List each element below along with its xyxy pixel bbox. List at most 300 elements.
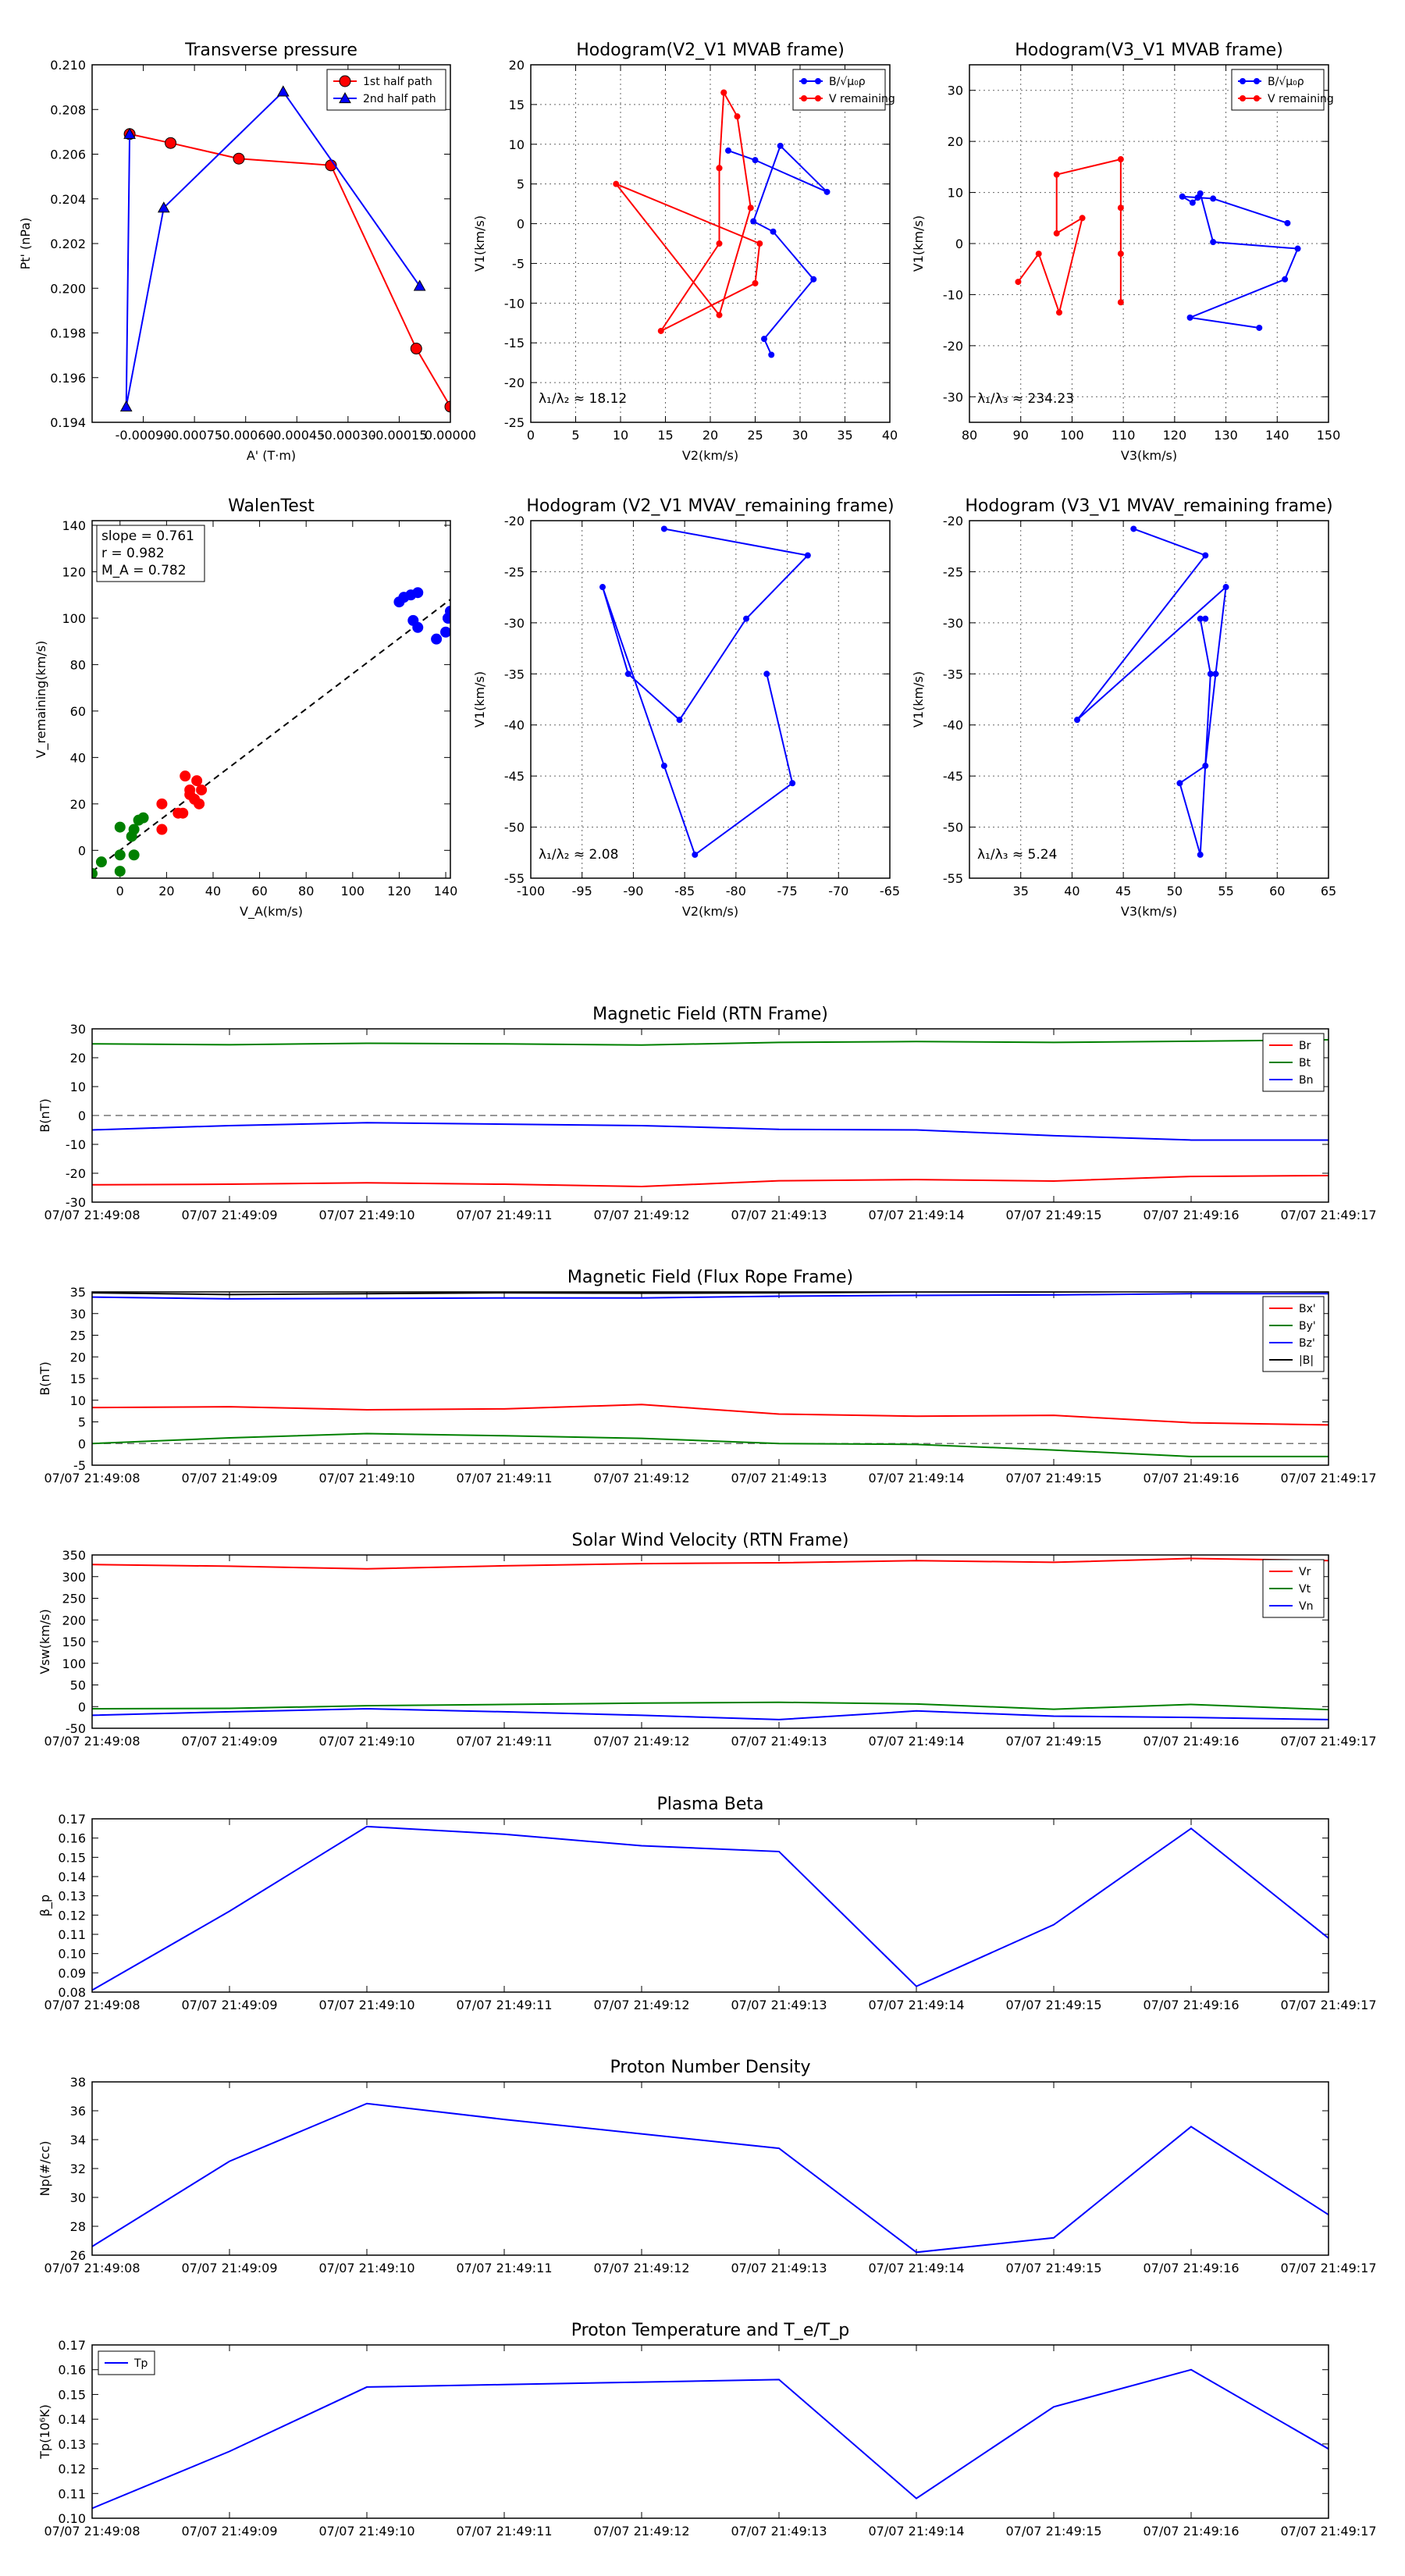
y-axis-label: V1(km/s) <box>911 671 926 728</box>
y-tick-label: 0 <box>516 216 525 232</box>
data-point <box>614 181 619 187</box>
data-point <box>692 852 698 857</box>
plot-frame <box>92 1292 1329 1465</box>
chart-title: Proton Temperature and T_e/T_p <box>571 2321 850 2340</box>
data-point <box>805 553 810 558</box>
x-tick-label: 07/07 21:49:09 <box>181 1208 278 1222</box>
y-tick-label: 0.200 <box>50 281 86 297</box>
x-axis-label: V2(km/s) <box>681 448 739 463</box>
data-point <box>769 352 774 358</box>
data-point <box>1190 200 1195 205</box>
data-point <box>115 822 125 832</box>
data-point <box>744 616 749 621</box>
x-tick-label: -0.00045 <box>269 428 325 443</box>
legend-marker <box>1240 96 1246 101</box>
y-tick-label: 28 <box>69 2219 86 2234</box>
legend-marker <box>340 76 350 87</box>
x-tick-label: 07/07 21:49:13 <box>731 1734 827 1749</box>
data-point <box>413 588 423 598</box>
x-tick-label: 07/07 21:49:11 <box>456 1208 553 1222</box>
y-axis-label: Pt' (nPa) <box>18 217 33 270</box>
x-tick-label: 07/07 21:49:15 <box>1005 1208 1102 1222</box>
series-line <box>1077 528 1226 854</box>
x-tick-label: 07/07 21:49:09 <box>181 1998 278 2012</box>
x-tick-label: -80 <box>725 884 746 898</box>
x-tick-label: 90 <box>1012 428 1029 443</box>
legend-label: Tp <box>134 2357 148 2370</box>
y-tick-label: 0.202 <box>50 237 86 251</box>
legend-label: Vt <box>1299 1583 1311 1596</box>
x-tick-label: 07/07 21:49:14 <box>868 2261 965 2275</box>
plot-area <box>1075 526 1229 857</box>
data-point <box>1203 616 1208 621</box>
x-tick-label: 80 <box>961 428 978 443</box>
legend-marker <box>802 96 807 101</box>
x-tick-label: 07/07 21:49:13 <box>731 2261 827 2275</box>
legend-marker <box>802 79 807 84</box>
y-tick-label: 10 <box>508 137 525 152</box>
x-tick-label: 07/07 21:49:17 <box>1280 2524 1377 2539</box>
y-tick-label: 0.16 <box>58 1831 86 1846</box>
plot-frame <box>92 1819 1329 1992</box>
y-tick-label: 0.208 <box>50 102 86 118</box>
x-tick-label: 20 <box>702 428 719 443</box>
y-tick-label: -25 <box>503 415 525 430</box>
y-tick-label: -20 <box>503 514 525 528</box>
x-tick-label: 20 <box>158 884 175 898</box>
data-point <box>1282 276 1288 282</box>
x-tick-label: 07/07 21:49:12 <box>593 1734 690 1749</box>
x-tick-label: 07/07 21:49:16 <box>1143 1998 1240 2012</box>
chart-h1 <box>472 41 898 463</box>
data-point <box>1257 325 1262 330</box>
y-axis-label: β_p <box>37 1894 52 1917</box>
y-tick-label: 0.14 <box>58 1870 86 1884</box>
x-tick-label: 07/07 21:49:08 <box>44 2524 140 2539</box>
y-tick-label: 140 <box>62 518 86 533</box>
x-tick-label: 07/07 21:49:11 <box>456 1471 553 1485</box>
x-tick-label: 07/07 21:49:12 <box>593 1208 690 1222</box>
x-tick-label: 07/07 21:49:13 <box>731 1471 827 1485</box>
x-tick-label: -0.00060 <box>217 428 274 443</box>
y-tick-label: -50 <box>65 1721 86 1736</box>
y-tick-label: 36 <box>69 2104 86 2119</box>
y-tick-label: 20 <box>69 796 86 812</box>
data-point <box>1211 196 1216 201</box>
data-point <box>197 785 207 795</box>
legend-marker <box>816 79 821 84</box>
stats-line: M_A = 0.782 <box>101 563 187 578</box>
x-tick-label: -75 <box>777 884 798 898</box>
data-point <box>1016 279 1021 285</box>
x-tick-label: -0.00090 <box>115 428 172 443</box>
plot-frame <box>92 2082 1329 2255</box>
legend-marker <box>816 96 821 101</box>
y-axis-label: V1(km/s) <box>472 671 487 728</box>
x-tick-label: 0 <box>116 884 124 898</box>
data-point <box>752 158 758 163</box>
y-axis-label: V_remaining(km/s) <box>34 640 48 759</box>
series-line <box>1183 194 1298 328</box>
x-tick-label: 07/07 21:49:11 <box>456 1998 553 2012</box>
y-tick-label: 20 <box>69 1051 86 1066</box>
y-tick-label: 0 <box>77 843 86 859</box>
data-point <box>658 328 663 333</box>
x-tick-label: 07/07 21:49:15 <box>1005 2261 1102 2275</box>
x-tick-label: 60 <box>251 884 268 898</box>
x-tick-label: 40 <box>205 884 222 898</box>
data-point <box>726 148 731 153</box>
x-tick-label: 07/07 21:49:16 <box>1143 1734 1240 1749</box>
y-tick-label: -35 <box>942 667 963 682</box>
y-tick-label: 0.10 <box>58 2511 86 2526</box>
y-tick-label: 10 <box>947 185 963 201</box>
legend-marker <box>1254 96 1260 101</box>
y-tick-label: 0.14 <box>58 2412 86 2428</box>
x-tick-label: 07/07 21:49:08 <box>44 1471 140 1485</box>
legend-label: V remaining <box>1268 93 1334 105</box>
data-point <box>1213 671 1218 677</box>
x-tick-label: 07/07 21:49:15 <box>1005 1998 1102 2012</box>
y-tick-label: 0.13 <box>58 2436 86 2452</box>
y-tick-label: 0.15 <box>58 1850 86 1866</box>
data-point <box>1118 251 1123 257</box>
data-point <box>777 143 783 148</box>
series-line <box>92 1123 1329 1140</box>
y-tick-label: 15 <box>69 1372 86 1386</box>
y-tick-label: -5 <box>73 1458 86 1473</box>
x-tick-label: 07/07 21:49:13 <box>731 1998 827 2012</box>
x-tick-label: 40 <box>881 428 898 443</box>
y-tick-label: 0.11 <box>58 1927 86 1942</box>
x-tick-label: 0.00000 <box>424 428 477 443</box>
x-tick-label: 07/07 21:49:11 <box>456 2261 553 2275</box>
data-point <box>1203 553 1208 558</box>
legend-label: Bz' <box>1299 1337 1315 1350</box>
chart-title: Hodogram (V2_V1 MVAV_remaining frame) <box>526 496 895 516</box>
chart-walen <box>34 496 457 920</box>
y-tick-label: 60 <box>69 703 86 719</box>
plot-frame <box>531 521 890 878</box>
chart-title: Hodogram (V3_V1 MVAV_remaining frame) <box>965 496 1333 516</box>
series-line <box>92 1404 1329 1425</box>
y-tick-label: 20 <box>508 58 525 73</box>
y-tick-label: 250 <box>62 1591 86 1606</box>
data-point <box>115 850 125 860</box>
legend-label: 1st half path <box>363 76 432 88</box>
data-point <box>1118 157 1123 162</box>
y-tick-label: 30 <box>69 1022 86 1037</box>
y-tick-label: 10 <box>69 1080 86 1094</box>
y-tick-label: -50 <box>942 820 963 835</box>
data-point <box>661 526 667 532</box>
x-tick-label: -100 <box>516 884 546 898</box>
x-tick-label: 30 <box>791 428 809 443</box>
series-line <box>92 1558 1329 1568</box>
x-tick-label: 07/07 21:49:17 <box>1280 1998 1377 2012</box>
legend-label: 2nd half path <box>363 93 436 105</box>
x-tick-label: 130 <box>1214 428 1238 443</box>
series-line <box>92 1709 1329 1720</box>
data-point <box>443 613 454 623</box>
x-tick-label: 07/07 21:49:11 <box>456 2524 553 2539</box>
y-tick-label: -45 <box>503 769 525 785</box>
legend-label: V remaining <box>829 93 895 105</box>
y-tick-label: 0.13 <box>58 1888 86 1904</box>
x-tick-label: 15 <box>657 428 674 443</box>
x-tick-label: -0.00015 <box>371 428 428 443</box>
fit-line <box>92 600 450 872</box>
data-point <box>413 622 423 632</box>
y-tick-label: 30 <box>69 1306 86 1322</box>
series-line <box>92 1827 1329 1991</box>
data-point <box>1197 852 1203 857</box>
y-tick-label: 80 <box>69 657 86 673</box>
plot-frame <box>92 65 450 422</box>
y-tick-label: -10 <box>503 296 525 311</box>
x-axis-label: V2(km/s) <box>681 904 739 919</box>
y-tick-label: 0.12 <box>58 1908 86 1923</box>
data-point <box>1075 717 1080 723</box>
x-tick-label: 07/07 21:49:09 <box>181 1471 278 1485</box>
y-tick-label: 5 <box>77 1414 86 1430</box>
series-line <box>1018 159 1120 312</box>
y-tick-label: 0.204 <box>50 191 86 207</box>
data-point <box>411 343 422 354</box>
data-point <box>1080 215 1085 221</box>
y-tick-label: 0.206 <box>50 147 86 162</box>
legend-label: Bx' <box>1299 1303 1316 1315</box>
data-point <box>600 585 606 590</box>
y-tick-label: 120 <box>62 564 86 580</box>
x-tick-label: 07/07 21:49:17 <box>1280 1208 1377 1222</box>
plot-area <box>92 2370 1329 2509</box>
chart-h4 <box>911 496 1336 919</box>
chart-bfr <box>37 1268 1377 1485</box>
data-point <box>138 813 148 823</box>
y-tick-label: 35 <box>69 1285 86 1300</box>
series-line <box>728 146 827 355</box>
data-point <box>1195 195 1200 201</box>
chart-vsw <box>37 1531 1377 1749</box>
y-tick-label: 0.196 <box>50 370 86 386</box>
data-point <box>115 866 125 877</box>
y-axis-label: B(nT) <box>37 1361 52 1396</box>
chart-title: WalenTest <box>228 496 315 516</box>
x-axis-label: A' (T·m) <box>246 448 297 463</box>
data-point <box>194 799 205 809</box>
x-tick-label: 0 <box>526 428 535 443</box>
plot-area <box>87 588 456 879</box>
x-tick-label: -0.00075 <box>166 428 223 443</box>
y-tick-label: -30 <box>942 390 963 405</box>
y-tick-label: 150 <box>62 1635 86 1649</box>
x-tick-label: 07/07 21:49:09 <box>181 2524 278 2539</box>
x-tick-label: 07/07 21:49:13 <box>731 1208 827 1222</box>
y-tick-label: 0 <box>77 1699 86 1715</box>
y-tick-label: 0.11 <box>58 2486 86 2502</box>
data-point <box>721 90 727 95</box>
x-tick-label: 07/07 21:49:15 <box>1005 1471 1102 1485</box>
plot-frame <box>969 521 1329 878</box>
x-tick-label: 07/07 21:49:17 <box>1280 1471 1377 1485</box>
chart-title: Proton Number Density <box>610 2058 811 2077</box>
chart-pt <box>18 41 476 463</box>
ratio-annotation: λ₁/λ₂ ≈ 2.08 <box>539 847 619 863</box>
x-tick-label: 07/07 21:49:09 <box>181 1734 278 1749</box>
data-point <box>278 86 289 96</box>
x-axis-label: V3(km/s) <box>1120 904 1178 919</box>
x-tick-label: 35 <box>1012 884 1029 898</box>
x-tick-label: 07/07 21:49:15 <box>1005 1734 1102 1749</box>
stats-line: slope = 0.761 <box>101 528 194 544</box>
x-tick-label: -0.00030 <box>319 428 376 443</box>
y-tick-label: 0.09 <box>58 1966 86 1981</box>
x-tick-label: 07/07 21:49:08 <box>44 1998 140 2012</box>
y-tick-label: 30 <box>947 83 963 98</box>
data-point <box>1057 310 1062 315</box>
data-point <box>762 336 767 342</box>
series-line <box>130 134 450 407</box>
x-tick-label: 50 <box>1166 884 1183 898</box>
legend-marker <box>1240 79 1246 84</box>
chart-title: Magnetic Field (RTN Frame) <box>592 1005 828 1024</box>
x-tick-label: 110 <box>1111 428 1136 443</box>
y-tick-label: 0 <box>955 237 963 251</box>
y-tick-label: -40 <box>503 717 525 733</box>
x-tick-label: 55 <box>1218 884 1234 898</box>
y-tick-label: 20 <box>947 134 963 150</box>
plot-area <box>121 86 456 412</box>
y-tick-label: -15 <box>503 336 525 351</box>
x-tick-label: 140 <box>433 884 458 898</box>
y-tick-label: 0.198 <box>50 326 86 341</box>
x-tick-label: 07/07 21:49:12 <box>593 1998 690 2012</box>
data-point <box>185 789 195 799</box>
y-tick-label: -50 <box>503 820 525 835</box>
y-tick-label: 0.17 <box>58 1812 86 1827</box>
data-point <box>757 241 763 247</box>
x-tick-label: 07/07 21:49:09 <box>181 2261 278 2275</box>
x-tick-label: 120 <box>1162 428 1187 443</box>
y-tick-label: 350 <box>62 1548 86 1563</box>
x-axis-label: V3(km/s) <box>1120 448 1178 463</box>
legend-label: Bt <box>1299 1057 1311 1069</box>
data-point <box>1295 246 1300 251</box>
x-tick-label: 07/07 21:49:16 <box>1143 1471 1240 1485</box>
x-tick-label: 65 <box>1320 884 1337 898</box>
legend-label: Vr <box>1299 1566 1311 1578</box>
y-tick-label: -25 <box>503 564 525 580</box>
data-point <box>192 776 202 786</box>
x-tick-label: 07/07 21:49:14 <box>868 2524 965 2539</box>
plot-area <box>600 526 811 857</box>
x-tick-label: 07/07 21:49:10 <box>318 1208 415 1222</box>
data-point <box>157 799 167 809</box>
data-point <box>441 627 451 637</box>
y-tick-label: 100 <box>62 1656 86 1671</box>
y-tick-label: 0 <box>77 1436 86 1452</box>
data-point <box>1118 205 1123 211</box>
y-tick-label: -55 <box>942 871 963 886</box>
y-tick-label: 5 <box>516 176 525 192</box>
plot-area <box>92 1827 1329 1991</box>
legend-label: B/√μ₀ρ <box>829 76 866 88</box>
x-tick-label: 07/07 21:49:08 <box>44 1734 140 1749</box>
data-point <box>677 717 682 723</box>
y-tick-label: 50 <box>69 1678 86 1693</box>
legend-label: Bn <box>1299 1074 1314 1087</box>
x-tick-label: 07/07 21:49:17 <box>1280 1734 1377 1749</box>
data-point <box>129 850 139 860</box>
y-tick-label: 15 <box>508 97 525 112</box>
x-tick-label: 35 <box>837 428 853 443</box>
data-point <box>126 831 137 841</box>
legend-label: By' <box>1299 1320 1316 1332</box>
data-point <box>178 808 188 818</box>
x-tick-label: 07/07 21:49:10 <box>318 1471 415 1485</box>
y-tick-label: -5 <box>512 256 525 272</box>
chart-h3 <box>472 496 900 919</box>
data-point <box>1187 315 1193 320</box>
y-tick-label: 40 <box>69 750 86 766</box>
y-tick-label: 38 <box>69 2075 86 2090</box>
ratio-annotation: λ₁/λ₂ ≈ 18.12 <box>539 391 628 407</box>
data-point <box>824 189 830 194</box>
ratio-annotation: λ₁/λ₃ ≈ 5.24 <box>977 847 1058 863</box>
x-tick-label: 07/07 21:49:12 <box>593 2261 690 2275</box>
y-tick-label: 0.210 <box>50 58 86 73</box>
data-point <box>661 763 667 769</box>
y-tick-label: -30 <box>65 1195 86 1210</box>
y-tick-label: 32 <box>69 2161 86 2176</box>
data-point <box>1131 526 1136 532</box>
y-tick-label: 200 <box>62 1613 86 1628</box>
x-tick-label: 07/07 21:49:16 <box>1143 2524 1240 2539</box>
y-tick-label: 0.15 <box>58 2387 86 2403</box>
data-point <box>752 280 758 286</box>
y-tick-label: -20 <box>942 338 963 354</box>
x-tick-label: 07/07 21:49:13 <box>731 2524 827 2539</box>
x-tick-label: 07/07 21:49:08 <box>44 1208 140 1222</box>
data-point <box>1197 616 1203 621</box>
x-tick-label: 25 <box>747 428 763 443</box>
chart-title: Solar Wind Velocity (RTN Frame) <box>571 1531 849 1550</box>
data-point <box>1118 300 1123 305</box>
x-tick-label: 100 <box>340 884 365 898</box>
plot-frame <box>92 1029 1329 1202</box>
chart-np <box>37 2058 1377 2275</box>
y-tick-label: -30 <box>503 615 525 631</box>
y-axis-label: Np(#/cc) <box>37 2140 52 2197</box>
x-tick-label: 07/07 21:49:14 <box>868 1998 965 2012</box>
data-point <box>1054 172 1059 177</box>
data-point <box>764 671 770 677</box>
x-tick-label: 140 <box>1265 428 1289 443</box>
x-tick-label: -85 <box>674 884 695 898</box>
x-tick-label: 07/07 21:49:17 <box>1280 2261 1377 2275</box>
y-tick-label: -20 <box>503 375 525 391</box>
plot-area <box>92 1291 1329 1457</box>
y-tick-label: 10 <box>69 1393 86 1408</box>
x-tick-label: 07/07 21:49:12 <box>593 1471 690 1485</box>
legend-label: |B| <box>1299 1354 1314 1367</box>
y-tick-label: 34 <box>69 2133 86 2147</box>
x-tick-label: 150 <box>1316 428 1341 443</box>
chart-title: Magnetic Field (Flux Rope Frame) <box>567 1268 854 1287</box>
chart-tp <box>37 2321 1377 2539</box>
data-point <box>233 153 244 164</box>
